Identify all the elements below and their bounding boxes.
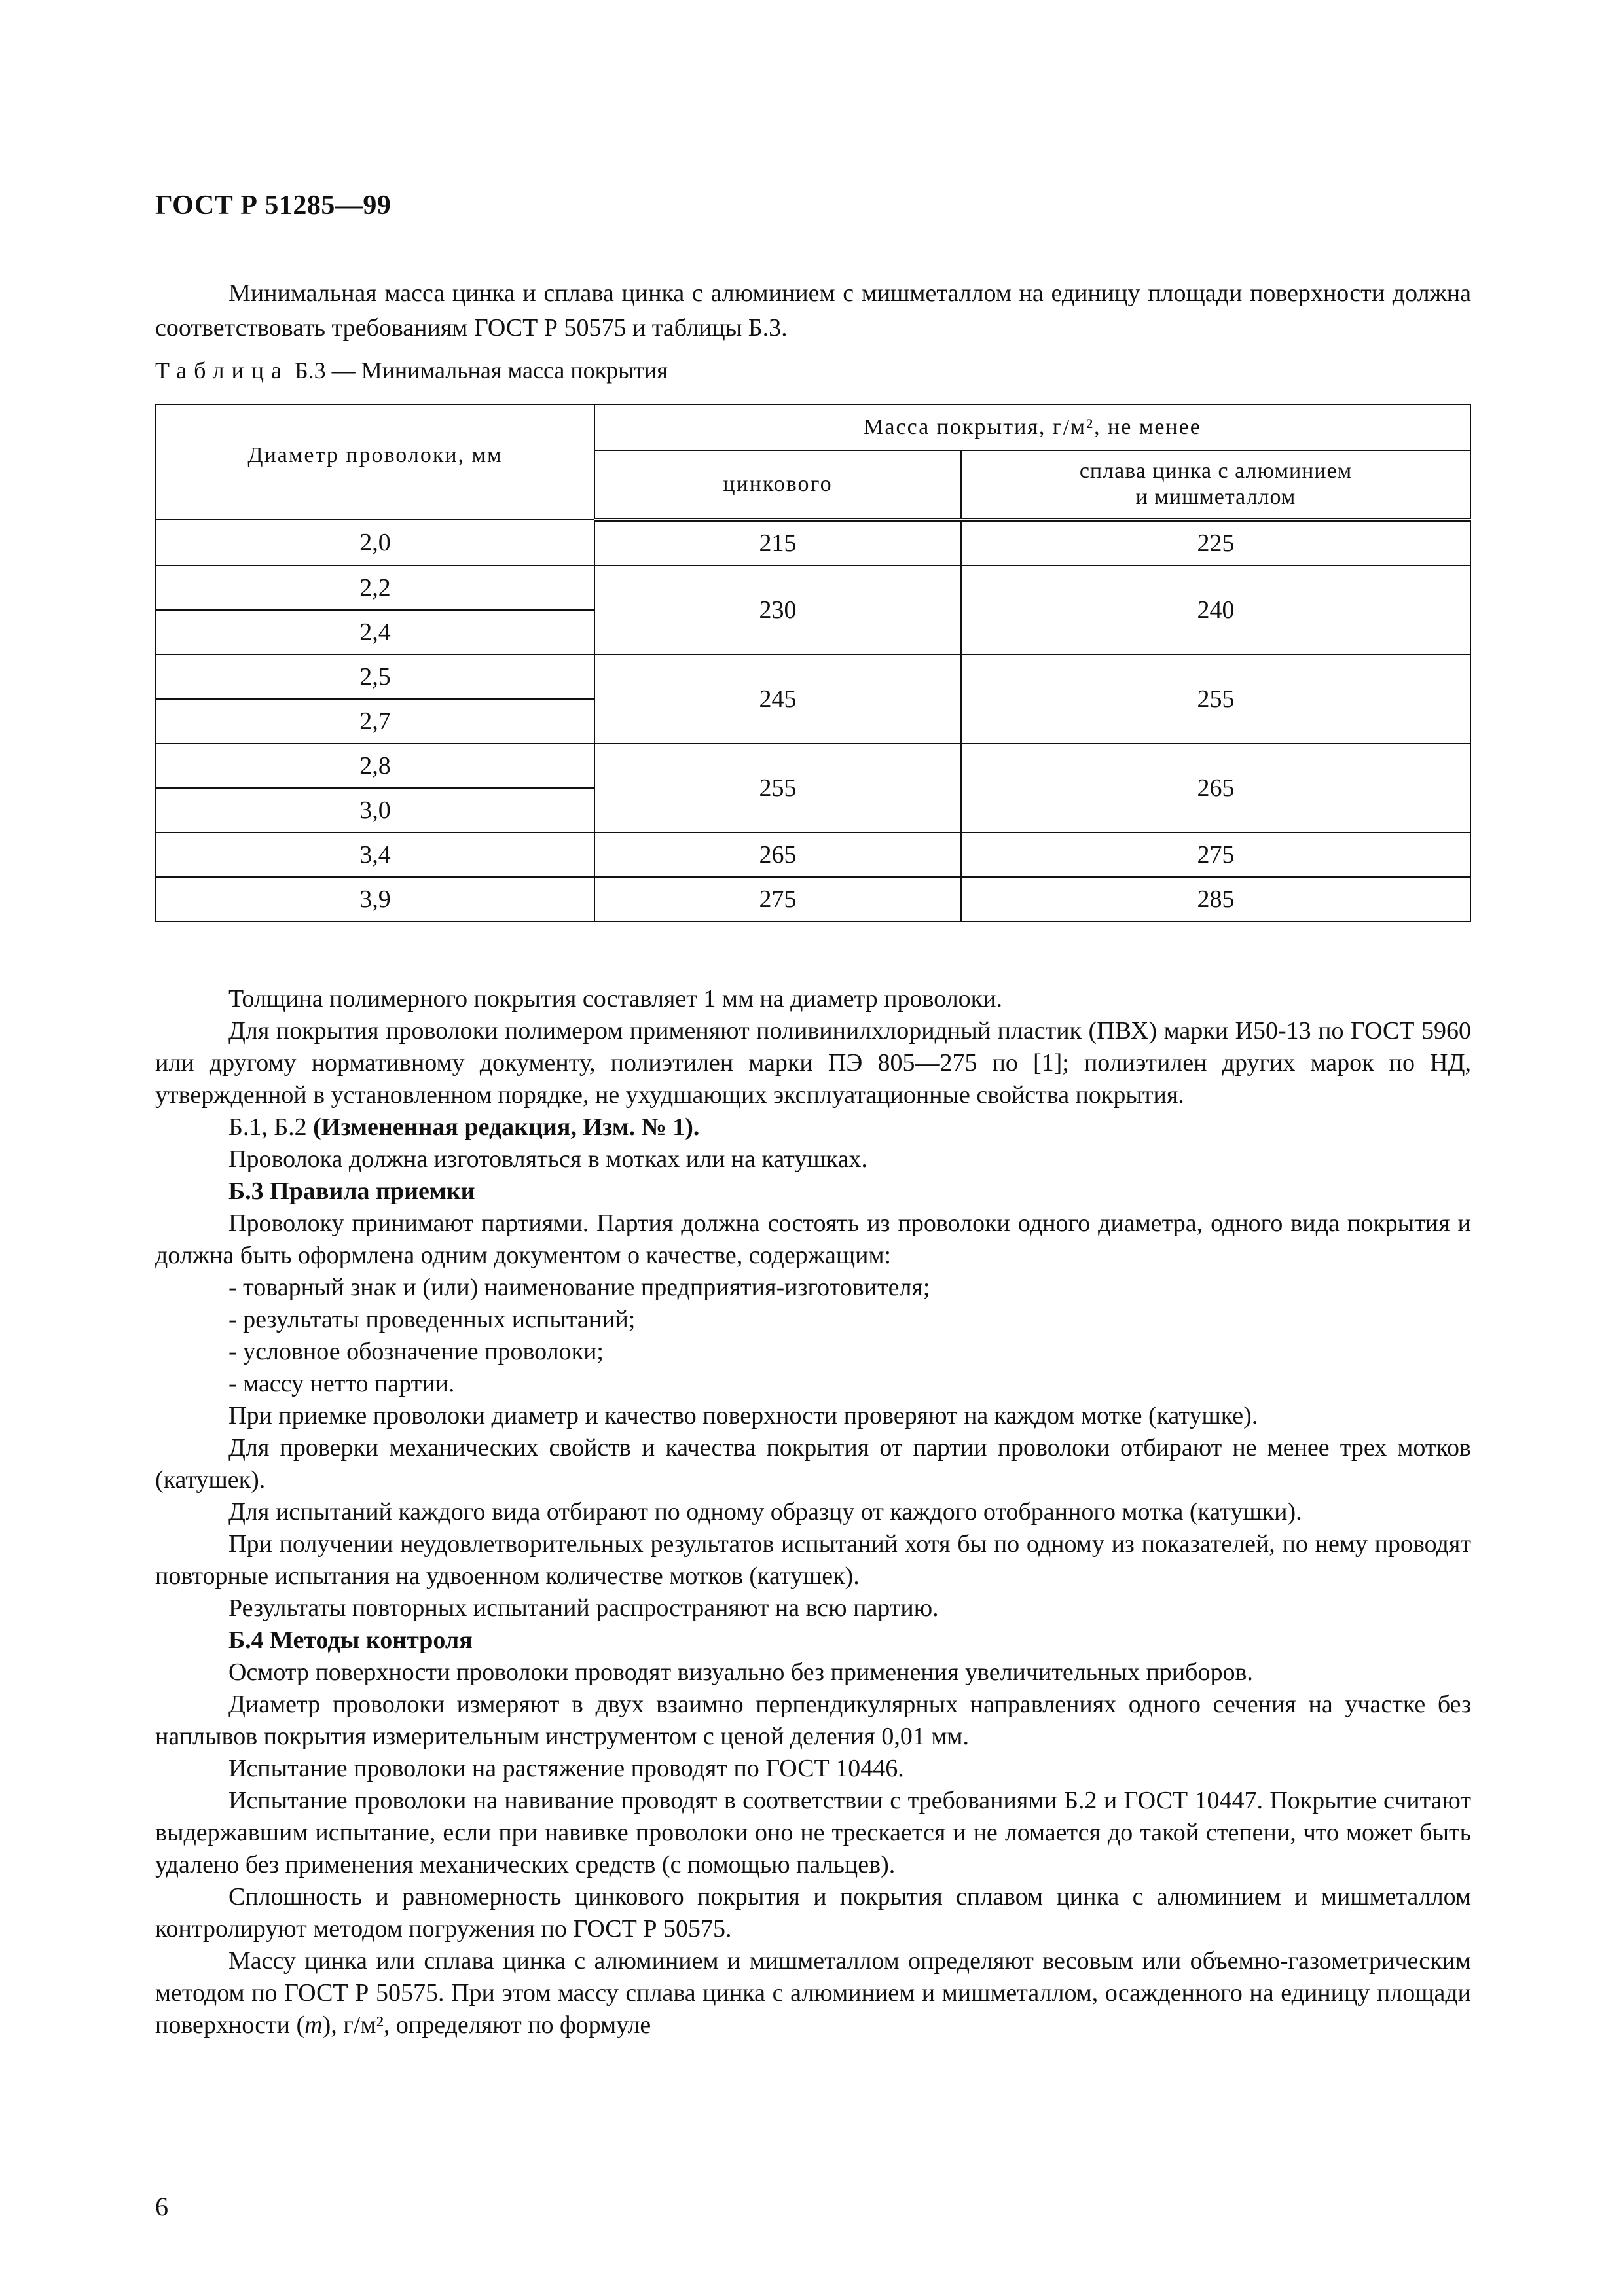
paragraph: Испытание проволоки на навивание проводят в соответствии с требованиями Б.2 и ГОСТ 10447. Покрытие считают выдержавшим испытание, если при навивке проволоки оно не трескается и не ломается до такой степени, что может быть удалено без применения механических средств (с помощью пальцев). bbox=[155, 1787, 1471, 1878]
paragraph: Для покрытия проволоки полимером применяют поливинилхлоридный пластик (ПВХ) марки И50-13 по ГОСТ 5960 или другому нормативному документу, полиэтилен марки ПЭ 805—275 по [1]; полиэтилен других марок по НД, утвержденной в установленном порядке, не ухудшающих эксплуатационные свойства покрытия. bbox=[155, 1017, 1471, 1109]
cell-diameter: 3,0 bbox=[156, 788, 594, 833]
cell-zinc: 255 bbox=[594, 744, 961, 833]
table-row bbox=[156, 833, 1470, 877]
paragraph: Осмотр поверхности проволоки проводят визуально без применения увеличительных приборов. bbox=[228, 1659, 1253, 1686]
header-coating-mass: Масса покрытия, г/м², не менее bbox=[594, 404, 1470, 450]
paragraph: Для проверки механических свойств и качества покрытия от партии проволоки отбирают не менее трех мотков (катушек). bbox=[155, 1434, 1471, 1494]
paragraph: Толщина полимерного покрытия составляет 1 мм на диаметр проволоки. bbox=[228, 985, 1002, 1013]
cell-zinc: 265 bbox=[594, 833, 961, 877]
table-caption-word: Таблица bbox=[155, 357, 289, 384]
cell-diameter: 3,4 bbox=[156, 833, 594, 877]
list-item: - условное обозначение проволоки; bbox=[228, 1338, 604, 1365]
table-caption-title: Б.3 — Минимальная масса покрытия bbox=[294, 357, 668, 384]
cell-alloy: 225 bbox=[961, 520, 1470, 565]
header-alloy-line2: и мишметаллом bbox=[1135, 485, 1296, 509]
intro-paragraph bbox=[155, 276, 1471, 346]
table-row bbox=[156, 655, 1470, 699]
cell-alloy: 275 bbox=[961, 833, 1470, 877]
body-text bbox=[155, 983, 1471, 2041]
coating-mass-table bbox=[155, 404, 1471, 922]
amendment-note bbox=[155, 1111, 1471, 1143]
table-row bbox=[156, 744, 1470, 788]
paragraph: Сплошность и равномерность цинкового покрытия и покрытия сплавом цинка с алюминием и мишметаллом контролируют методом погружения по ГОСТ Р 50575. bbox=[155, 1883, 1471, 1943]
cell-diameter: 2,4 bbox=[156, 610, 594, 655]
cell-diameter: 2,5 bbox=[156, 655, 594, 699]
paragraph: При получении неудовлетворительных результатов испытаний хотя бы по одному из показателей, по нему проводят повторные испытания на удвоенном количестве мотков (катушек). bbox=[155, 1530, 1471, 1590]
table-row bbox=[156, 565, 1470, 610]
cell-diameter: 2,2 bbox=[156, 565, 594, 610]
paragraph: Для испытаний каждого вида отбирают по одному образцу от каждого отобранного мотка (катушки). bbox=[228, 1498, 1302, 1526]
paragraph: При приемке проволоки диаметр и качество поверхности проверяют на каждом мотке (катушке). bbox=[228, 1402, 1258, 1429]
document-header: ГОСТ Р 51285—99 bbox=[155, 190, 392, 221]
amendment-label: (Измененная редакция, Изм. № 1). bbox=[313, 1113, 700, 1141]
intro-text: Минимальная масса цинка и сплава цинка с алюминием с мишметаллом на единицу площади поверхности должна соответствовать требованиям ГОСТ Р 50575 и таблицы Б.3. bbox=[155, 279, 1471, 342]
cell-alloy: 240 bbox=[961, 565, 1470, 655]
header-alloy-line1: сплава цинка с алюминием bbox=[1079, 459, 1353, 483]
mass-symbol: m bbox=[304, 2011, 323, 2039]
header-diameter: Диаметр проволоки, мм bbox=[156, 404, 594, 520]
list-item: - результаты проведенных испытаний; bbox=[228, 1306, 636, 1333]
header-alloy bbox=[961, 450, 1470, 520]
table-caption bbox=[155, 357, 668, 384]
amendment-ref: Б.1, Б.2 bbox=[228, 1113, 314, 1141]
paragraph: Проволока должна изготовляться в мотках или на катушках. bbox=[228, 1145, 867, 1173]
header-zinc: цинкового bbox=[594, 450, 961, 520]
cell-zinc: 245 bbox=[594, 655, 961, 744]
cell-zinc: 215 bbox=[594, 520, 961, 565]
cell-alloy: 285 bbox=[961, 877, 1470, 922]
cell-diameter: 2,0 bbox=[156, 520, 594, 565]
cell-zinc: 275 bbox=[594, 877, 961, 922]
section-heading-b3: Б.3 Правила приемки bbox=[228, 1177, 475, 1205]
table-row bbox=[156, 520, 1470, 565]
cell-diameter: 2,7 bbox=[156, 699, 594, 744]
paragraph: Испытание проволоки на растяжение проводят по ГОСТ 10446. bbox=[228, 1755, 904, 1782]
cell-alloy: 265 bbox=[961, 744, 1470, 833]
cell-diameter: 2,8 bbox=[156, 744, 594, 788]
paragraph: Результаты повторных испытаний распространяют на всю партию. bbox=[228, 1594, 939, 1622]
table-row bbox=[156, 877, 1470, 922]
cell-zinc: 230 bbox=[594, 565, 961, 655]
formula-intro-a: Массу цинка или сплава цинка с алюминием и мишметаллом определяют весовым или объемно-газометрическим методом по ГОСТ Р 50575. При этом массу сплава цинка с алюминием и мишметаллом, осажденного на единицу площади поверхности ( bbox=[155, 1947, 1471, 2039]
list-item: - товарный знак и (или) наименование предприятия-изготовителя; bbox=[228, 1274, 930, 1301]
paragraph: Проволоку принимают партиями. Партия должна состоять из проволоки одного диаметра, одного вида покрытия и должна быть оформлена одним документом о качестве, содержащим: bbox=[155, 1210, 1471, 1269]
list-item: - массу нетто партии. bbox=[228, 1370, 455, 1397]
cell-alloy: 255 bbox=[961, 655, 1470, 744]
paragraph: Диаметр проволоки измеряют в двух взаимно перпендикулярных направлениях одного сечения на участке без наплывов покрытия измерительным инструментом с ценой деления 0,01 мм. bbox=[155, 1691, 1471, 1750]
cell-diameter: 3,9 bbox=[156, 877, 594, 922]
section-heading-b4: Б.4 Методы контроля bbox=[228, 1626, 473, 1654]
formula-intro-b: ), г/м², определяют по формуле bbox=[322, 2011, 651, 2039]
page-number: 6 bbox=[155, 2192, 168, 2221]
paragraph bbox=[155, 1945, 1471, 2041]
